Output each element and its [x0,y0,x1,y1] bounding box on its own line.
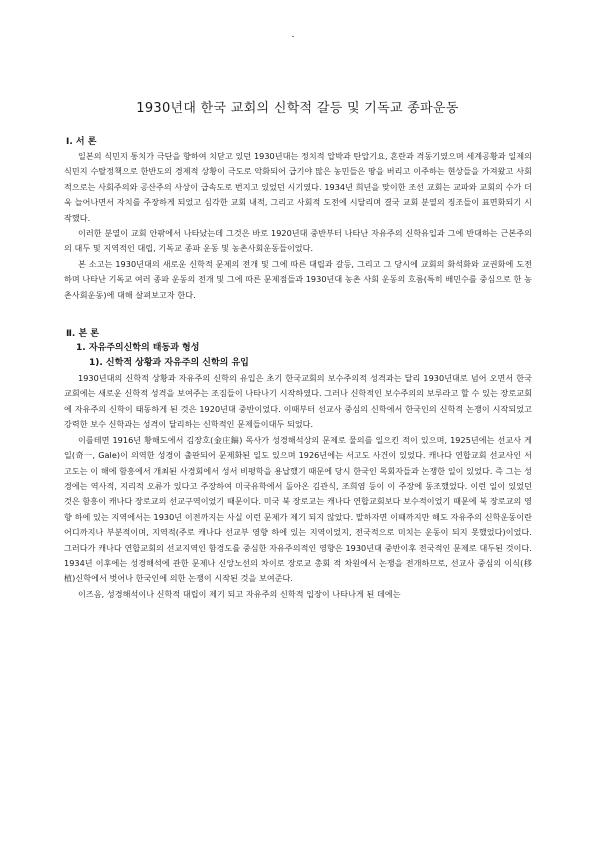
section-heading-body: Ⅱ. 본 론 [66,329,100,340]
paragraph: 일본의 식민지 통치가 극단을 향하여 치닫고 있던 1930년대는 정치적 압박과 탄압기요, 혼란과 격동기였으며 세계공황과 일제의 식민지 수탈정책으로 한반도의 경제적 상황이 극도로 악화되어 급기야 많은 농민들은 땅을 버리고 이주하는 현상들을 가져왔고 사회적으로는 사회주의와 공산주의 사상이 급속도로 번지고 있었던 시기였다. 1934년 희년을 맞이한 조선 교회는 교파와 교회의 수가 더욱 늘어나면서 자치를 주장하게 되었고 심각한 교회 내적, 그리고 사회적 도전에 시달리며 결국 교회 분열의 징조들이 표면화되기 시작했다. [64,151,532,223]
paragraph: 이러한 분열이 교회 안팎에서 나타났는데 그것은 바로 1920년대 중반부터 나타난 자유주의 신학유입과 그에 반대하는 근본주의의 대두 및 지역적인 대립, 기독교 종파 운동 및 농촌사회운동들이었다. [64,228,532,254]
paragraph: 이를테면 1916년 황해도에서 김장호(金庄鎬) 목사가 성경해석상의 문제로 물의를 일으킨 적이 있으며, 1925년에는 선교사 게일(奇一, Gale)이 의역한 성경이 출판되어 문제화된 일도 있으며 1926년에는 서고도 사건이 있었다. 캐나다 연합교회 선교사인 서고도는 이 해에 함흥에서 개최된 사경회에서 성서 비평학을 용납했기 때문에 당시 한국인 목회자들과 논쟁한 일이 있었다. 즉 그는 성경에는 역사적, 지리적 오류가 있다고 주장하여 미국유학에서 돌아온 김관식, 조희염 등이 이 주장에 동조했었다. 이런 일이 있었던 것은 함흥이 캐나다 장로교의 선교구역이었기 때문이다. 미국 북 장로교는 캐나다 연합교회보다 보수적이었기 때문에 북 장로교의 영향 하에 있는 지역에서는 1930년 이전까지는 사실 이런 문제가 제기 되지 않았다. 말하자면 이때까지만 해도 자유주의 신학운동이란 어디까지나 부분적이며, 지역적(주로 캐나다 선교부 영향 하에 있는 지역이었지, 전국적으로 미치는 운동이 되지 못했었다)이었다. 그러다가 캐나다 연합교회의 선교지역인 함경도를 중심한 자유주의적인 영향은 1930년대 중반이후 전국적인 문제로 대두된 것이다. 1934년 이후에는 성경해석에 관한 문제나 신앙노선의 차이로 장로교 총회 적 차원에서 논쟁을 전개하므로, 선교사 중심의 이식(移植)신학에서 벗어나 한국인에 의한 논쟁이 시작된 것을 보여준다. [64,434,532,584]
paragraph: 본 소고는 1930년대의 새로운 신학적 문제의 전개 및 그에 따른 대립과 갈등, 그리고 그 당시에 교회의 화석화와 교권화에 도전하며 나타난 기독교 여러 종파 운동의 전개 및 그에 따른 문제점들과 1930년대 농촌 사회 운동의 흐름(특히 배민수를 중심으로 한 농촌사회운동)에 대해 살펴보고자 한다. [64,258,532,300]
section-spacer [64,303,532,327]
document-body [64,135,532,602]
paragraph: 1930년대의 신학적 상황과 자유주의 신학의 유입은 초기 한국교회의 보수주의적 성격과는 달리 1930년대로 넘어 오면서 한국교회에는 새로운 신학적 성격을 보여주는 조짐들이 나타나기 시작하였다. 그러나 신학적인 보수주의의 보루라고 할 수 있는 장로교회에 자유주의 신학이 태동하게 된 것은 1920년대 중반이었다. 이때부터 선교사 중심의 신학에서 한국인의 신학적 논쟁이 시작되었고 강력한 보수 신학과는 성격이 달리하는 신학적인 문제들이대두 되었다. [64,373,532,430]
scan-mark [292,36,294,37]
section-heading-introduction: Ⅰ. 서 론 [66,137,97,147]
paragraph: 이즈음, 성경해석이나 신학적 대립이 제기 되고 자유주의 신학적 입장이 나타나게 된 데에는 [78,588,401,599]
document-title: 1930년대 한국 교회의 신학적 갈등 및 기독교 종파운동 [136,101,459,116]
subsubsection-heading: 1). 신학적 상황과 자유주의 신학의 유입 [89,358,249,369]
subsection-heading: 1. 자유주의신학의 태동과 형성 [76,343,200,354]
